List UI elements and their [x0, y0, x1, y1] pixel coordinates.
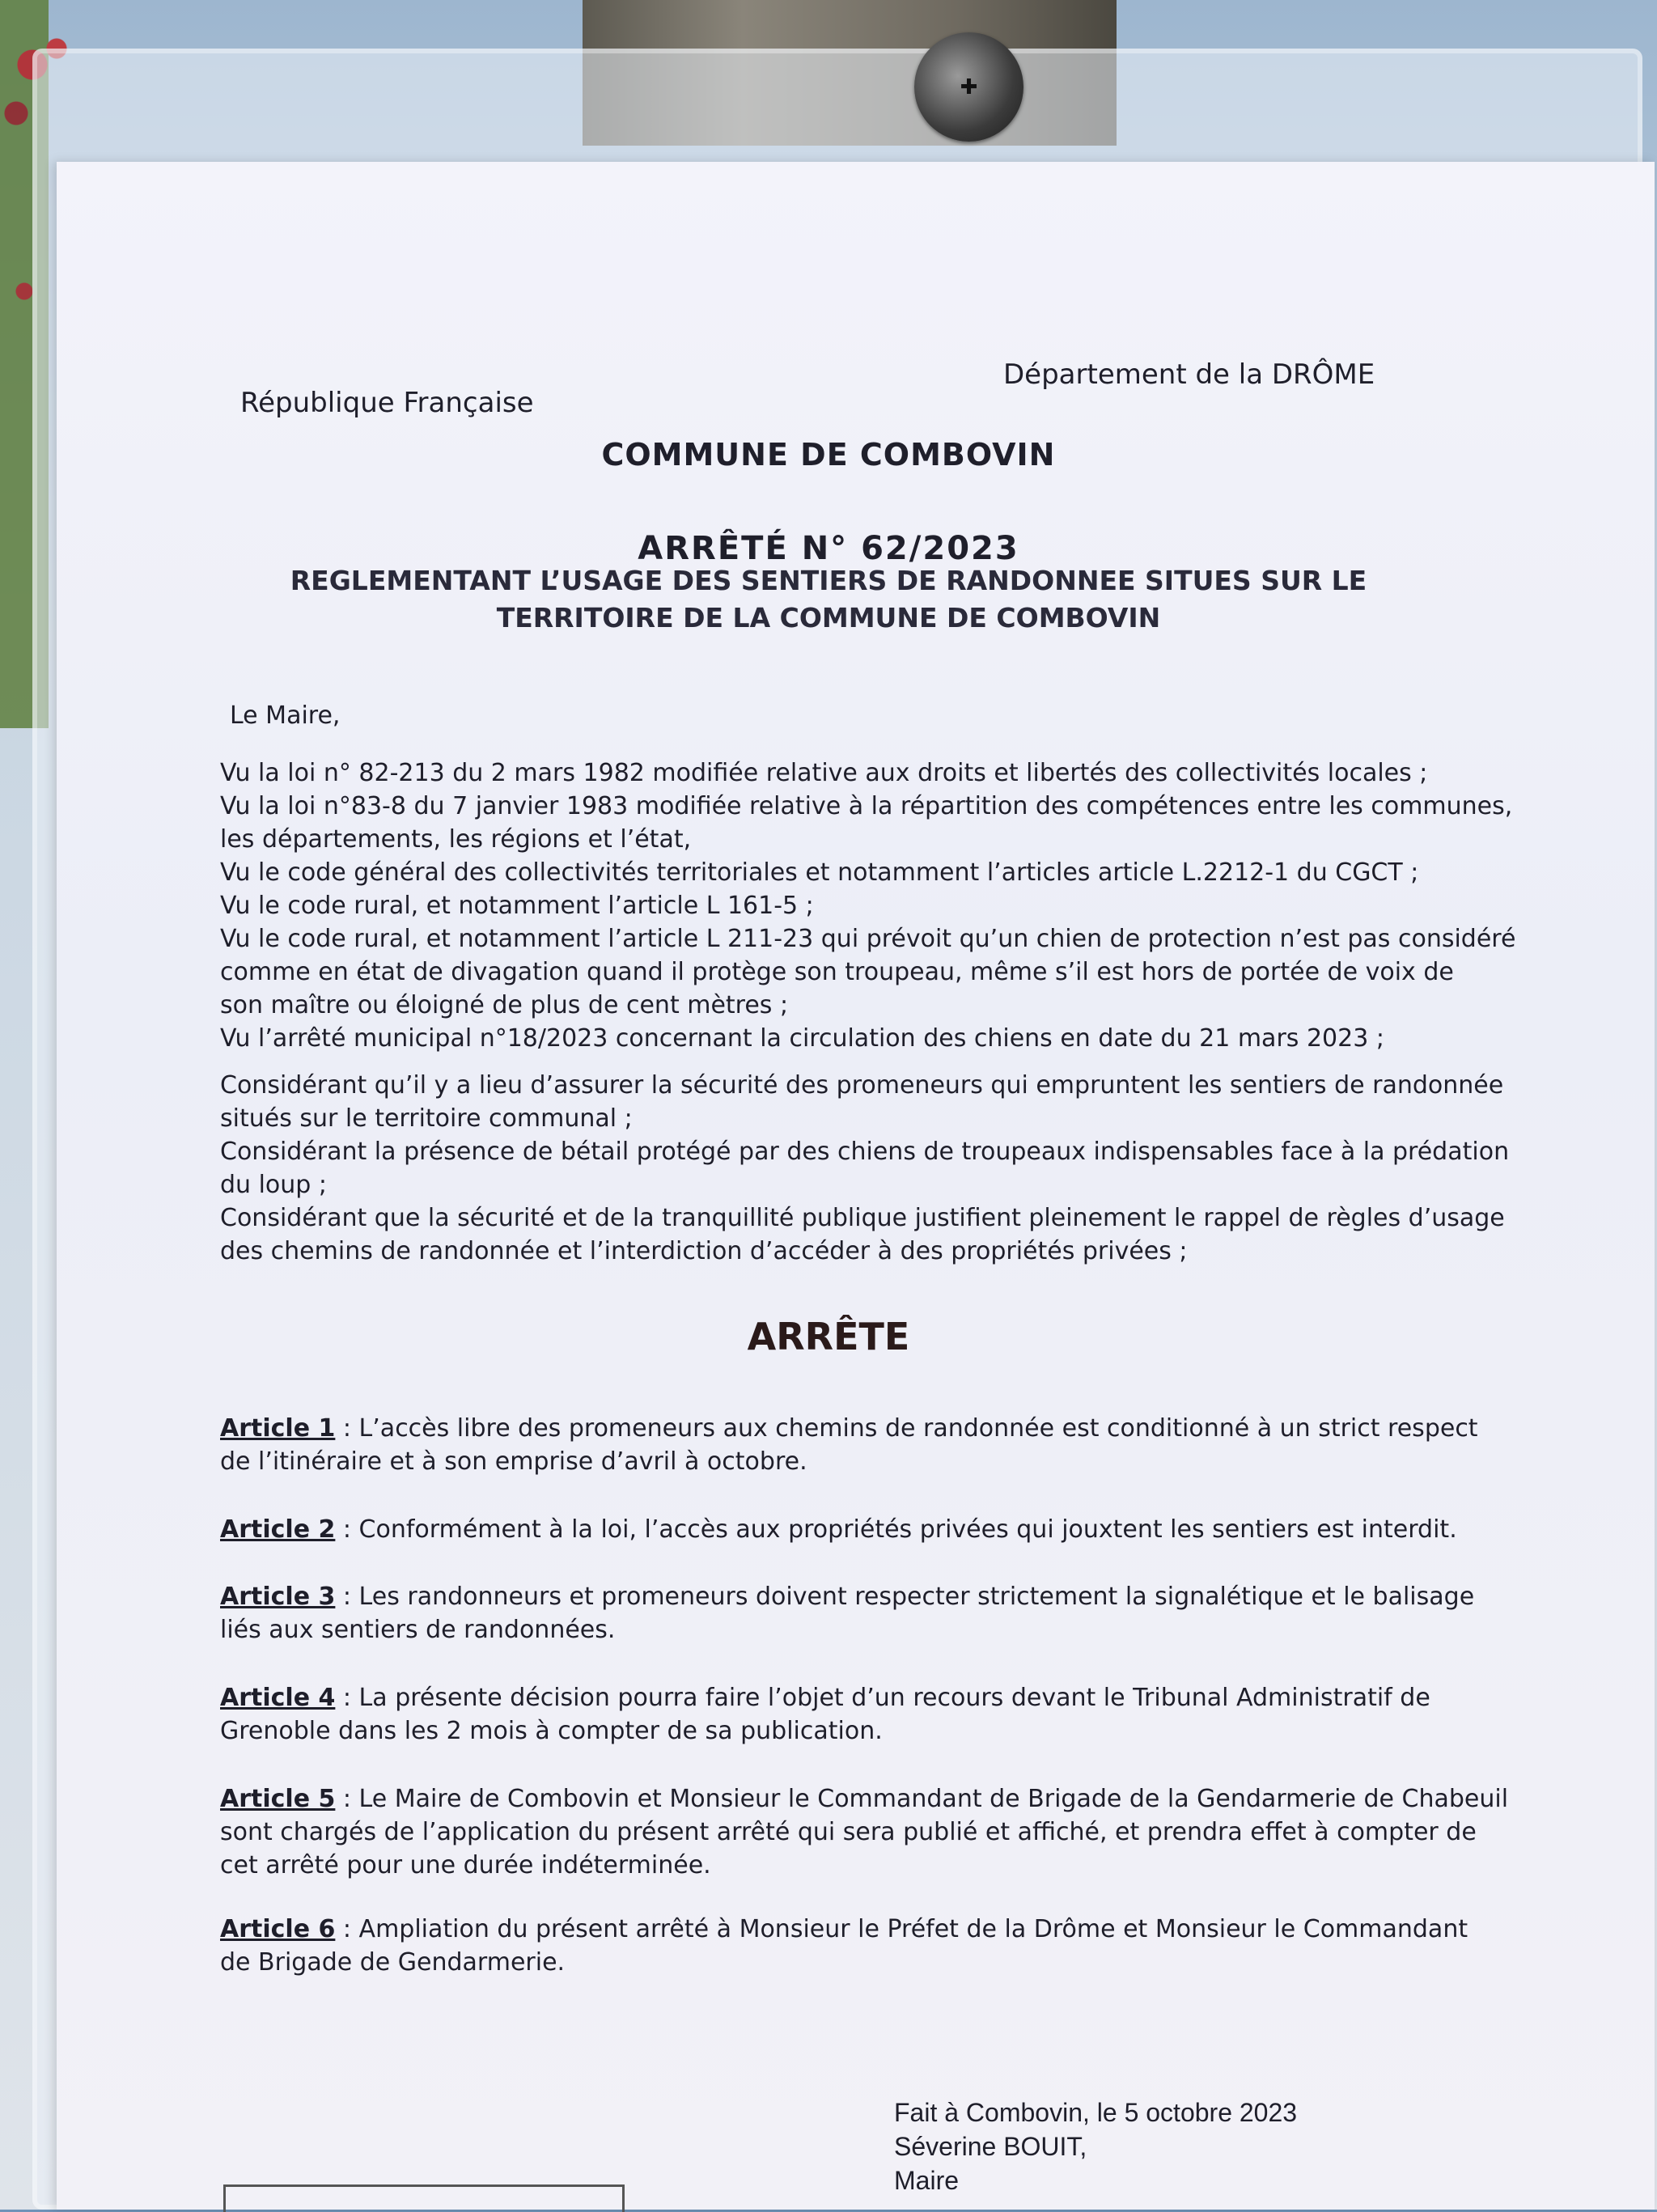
article-text: : Les randonneurs et promeneurs doivent respecter strictement la signalétique et le balisage [335, 1583, 1475, 1611]
article-text: sont chargés de l’application du présent arrêté qui sera publié et affiché, et prendra effet à compter de [220, 1818, 1477, 1846]
republic-label: République Française [240, 387, 534, 419]
considerants-block [220, 1069, 1510, 1268]
article-text: : Conformément à la loi, l’accès aux propriétés privées qui jouxtent les sentiers est interdit. [335, 1515, 1457, 1544]
article-3 [220, 1580, 1475, 1646]
article-text: liés aux sentiers de randonnées. [220, 1616, 616, 1644]
visa-line: Vu le code général des collectivités territoriales et notamment l’articles article L.2212-1 du CGCT ; [220, 858, 1419, 887]
considerant-line: du loup ; [220, 1171, 327, 1199]
article-label: Article 1 [220, 1414, 336, 1443]
article-label: Article 5 [220, 1785, 336, 1813]
visa-line: Vu la loi n° 82-213 du 2 mars 1982 modifiée relative aux droits et libertés des collectivités locales ; [220, 759, 1428, 787]
article-text: Grenoble dans les 2 mois à compter de sa publication. [220, 1717, 883, 1745]
arrete-subject-line2: TERRITOIRE DE LA COMMUNE DE COMBOVIN [496, 602, 1161, 634]
considerant-line: Considérant la présence de bétail protégé par des chiens de troupeaux indispensables face à la prédation [220, 1138, 1510, 1166]
article-label: Article 4 [220, 1684, 336, 1712]
visa-line: les départements, les régions et l’état, [220, 825, 692, 854]
screw-icon [914, 32, 1023, 142]
article-label: Article 2 [220, 1515, 336, 1544]
article-text: : Le Maire de Combovin et Monsieur le Commandant de Brigade de la Gendarmerie de Chabeuil [335, 1785, 1509, 1813]
visa-line: Vu la loi n°83-8 du 7 janvier 1983 modifiée relative à la répartition des compétences entre les communes, [220, 792, 1513, 820]
article-text: : La présente décision pourra faire l’objet d’un recours devant le Tribunal Administratif de [335, 1684, 1430, 1712]
visa-line: Vu le code rural, et notamment l’article L 161-5 ; [220, 892, 814, 920]
considerant-line: des chemins de randonnée et l’interdiction d’accéder à des propriétés privées ; [220, 1237, 1188, 1265]
considerant-line: situés sur le territoire communal ; [220, 1104, 633, 1133]
visa-line: son maître ou éloigné de plus de cent mètres ; [220, 991, 789, 1019]
article-label: Article 3 [220, 1583, 336, 1611]
department-label: Département de la DRÔME [1003, 358, 1375, 391]
signature-name: Séverine BOUIT, [894, 2132, 1087, 2161]
visa-line: Vu l’arrêté municipal n°18/2023 concernant la circulation des chiens en date du 21 mars 2023 ; [220, 1024, 1384, 1053]
visa-line: comme en état de divagation quand il protège son troupeau, même s’il est hors de portée de voix de [220, 958, 1454, 986]
arrete-subject-line1: REGLEMENTANT L’USAGE DES SENTIERS DE RANDONNEE SITUES SUR LE [290, 565, 1367, 596]
signature-place-date: Fait à Combovin, le 5 octobre 2023 [894, 2098, 1298, 2127]
arrete-number: ARRÊTÉ N° 62/2023 [638, 530, 1019, 567]
article-text: : Ampliation du présent arrêté à Monsieur le Préfet de la Drôme et Monsieur le Commandant [335, 1915, 1468, 1943]
considerant-line: Considérant qu’il y a lieu d’assurer la sécurité des promeneurs qui empruntent les sentiers de randonnée [220, 1071, 1504, 1100]
article-1 [220, 1412, 1478, 1478]
visa-line: Vu le code rural, et notamment l’article L 211-23 qui prévoit qu’un chien de protection n’est pas considéré [220, 925, 1516, 953]
article-5 [220, 1782, 1509, 1882]
article-2 [220, 1513, 1470, 1546]
commune-title: COMMUNE DE COMBOVIN [601, 437, 1056, 472]
arrete-heading: ARRÊTE [747, 1315, 910, 1358]
article-4 [220, 1681, 1470, 1748]
visas-block [220, 756, 1516, 1055]
article-text: cet arrêté pour une durée indéterminée. [220, 1851, 711, 1879]
article-6 [220, 1913, 1470, 1979]
considerant-line: Considérant que la sécurité et de la tranquillité publique justifient pleinement le rappel de règles d’usage [220, 1204, 1505, 1232]
article-text: : L’accès libre des promeneurs aux chemins de randonnée est conditionné à un strict respect [335, 1414, 1478, 1443]
stamp-box-edge [223, 2184, 625, 2212]
article-text: de l’itinéraire et à son emprise d’avril à octobre. [220, 1447, 807, 1476]
article-label: Article 6 [220, 1915, 336, 1943]
signature-title: Maire [894, 2166, 960, 2195]
intro-text: Le Maire, [230, 701, 341, 730]
article-text: de Brigade de Gendarmerie. [220, 1948, 566, 1977]
